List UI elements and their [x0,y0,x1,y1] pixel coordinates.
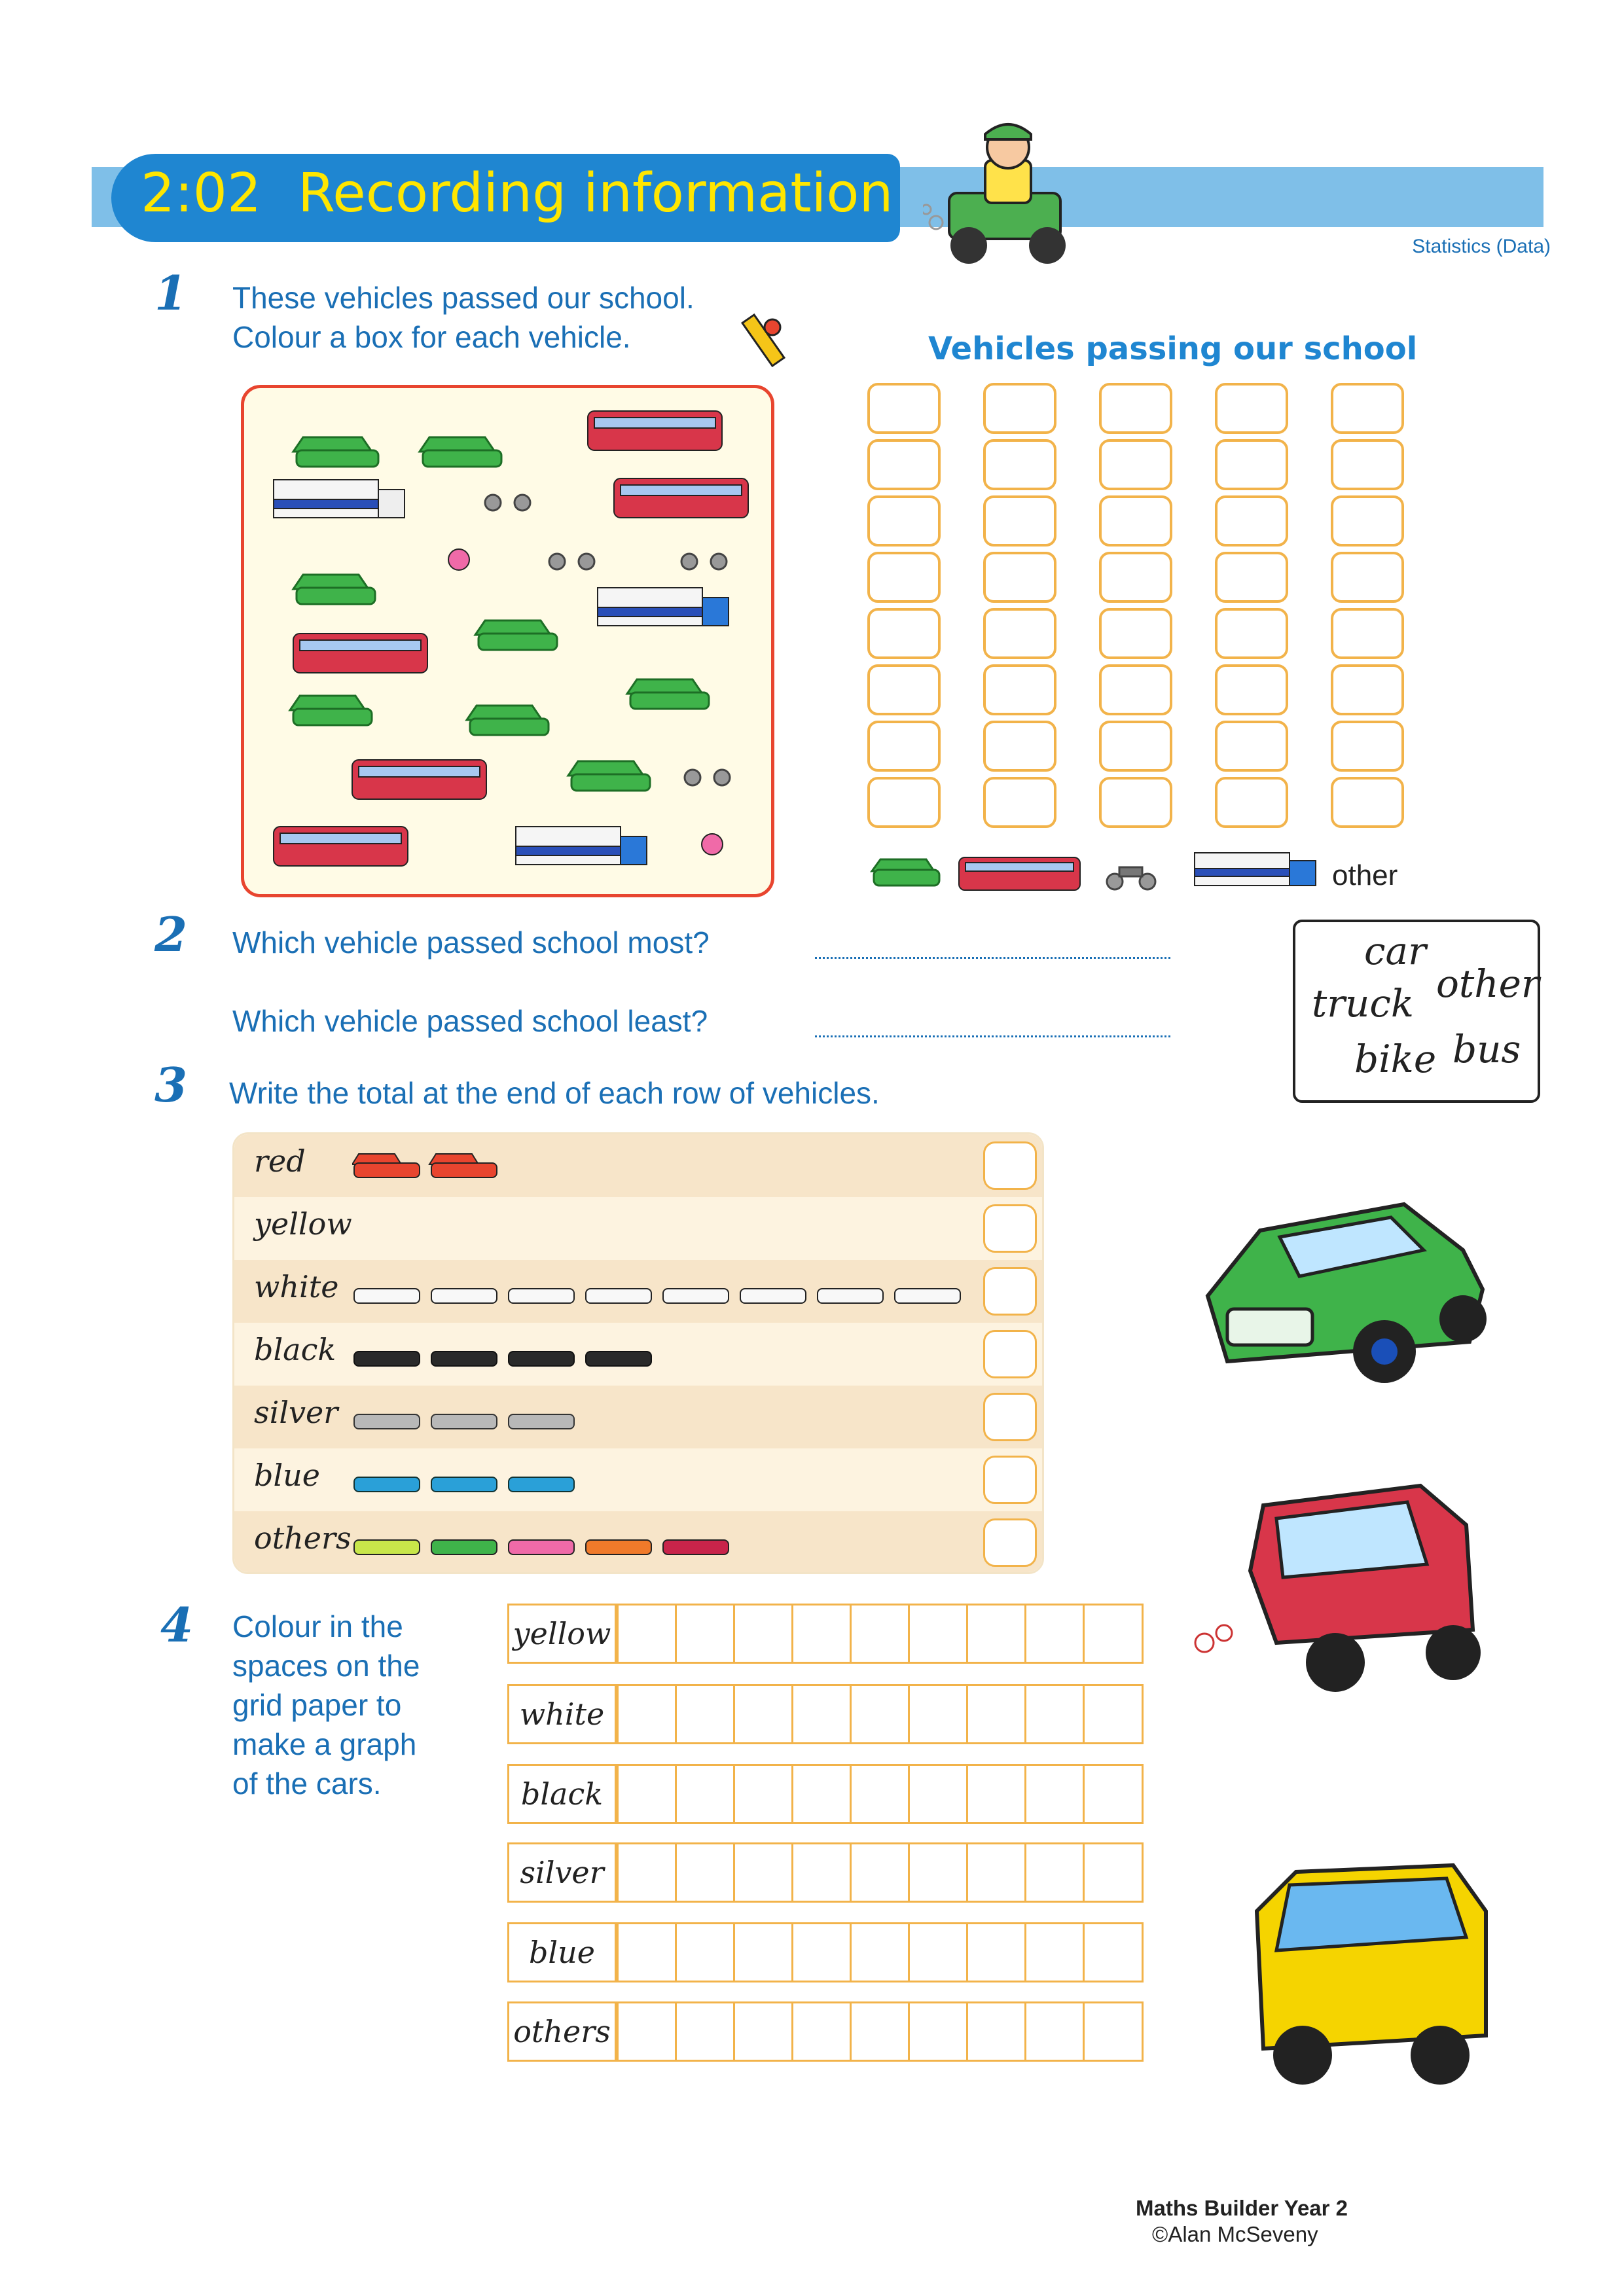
column-icons [867,848,1326,900]
blue-cars [352,1463,679,1499]
row-label: black [254,1332,336,1367]
colour-rows-table [232,1132,1044,1574]
tally-cell[interactable] [1099,608,1172,659]
graph-cell[interactable] [1024,2003,1083,2060]
tally-cell[interactable] [1215,495,1288,547]
graph-cell[interactable] [966,1844,1024,1901]
graph-cell[interactable] [850,2003,908,2060]
row-label: blue [254,1458,321,1493]
q4-line-2: spaces on the [232,1649,420,1683]
tally-cell[interactable] [1331,608,1404,659]
word-bank-item: car [1364,929,1426,973]
go-kart-boy-illustration [923,115,1100,272]
word-bank-item: bike [1354,1037,1437,1081]
white-cars [352,1274,1007,1310]
tally-cell[interactable] [1215,721,1288,772]
graph-cell[interactable] [733,1924,791,1981]
tally-grid [867,383,1424,841]
tally-cell[interactable] [1331,777,1404,828]
tally-cell[interactable] [1099,664,1172,715]
graph-row [507,1842,1144,1903]
graph-row-label: blue [509,1924,617,1981]
tally-cell[interactable] [867,495,941,547]
graph-cell[interactable] [791,2003,850,2060]
car-icon [872,859,939,886]
row-label: others [254,1520,352,1556]
pencil-icon [736,308,795,380]
graph-row [507,2001,1144,2062]
tally-cell[interactable] [1099,383,1172,434]
graph-cell[interactable] [617,1605,675,1662]
red-car-illustration [1178,1466,1506,1695]
graph-cell[interactable] [675,1844,733,1901]
graph-row-label: white [509,1686,617,1742]
tally-cell[interactable] [1331,721,1404,772]
tally-cell[interactable] [1099,552,1172,603]
graph-cell[interactable] [1083,2003,1141,2060]
yellow-van-illustration [1218,1852,1506,2108]
other-cars [352,1526,778,1562]
q3-instruction: Write the total at the end of each row of vehicles. [229,1076,880,1110]
row-total-box[interactable] [983,1267,1037,1316]
black-cars [352,1337,745,1373]
graph-cell[interactable] [966,1605,1024,1662]
graph-row-label: yellow [509,1605,617,1662]
row-label: yellow [254,1206,352,1242]
q4-line-3: grid paper to [232,1688,402,1722]
graph-cell[interactable] [908,1924,966,1981]
strand-label: Statistics (Data) [1412,236,1551,257]
graph-cell[interactable] [1083,1924,1141,1981]
graph-cell[interactable] [1083,1844,1141,1901]
word-bank-item: truck [1312,981,1415,1026]
word-bank [1293,920,1540,1103]
tally-cell[interactable] [1215,608,1288,659]
graph-cell[interactable] [675,1605,733,1662]
tally-cell[interactable] [1215,439,1288,490]
graph-cell[interactable] [733,1605,791,1662]
graph-cell[interactable] [1024,1686,1083,1742]
graph-cell[interactable] [1024,1605,1083,1662]
graph-cell[interactable] [675,1766,733,1822]
tally-cell[interactable] [983,552,1056,603]
graph-cell[interactable] [675,2003,733,2060]
graph-cell[interactable] [791,1605,850,1662]
tally-cell[interactable] [867,383,941,434]
question-2-number: 2 [154,906,188,962]
footer-book-title: Maths Builder Year 2 [1136,2196,1348,2220]
row-label: white [254,1269,339,1304]
section-number: 2:02 [141,162,262,224]
tally-cell[interactable] [983,777,1056,828]
tally-cell[interactable] [1099,777,1172,828]
question-1-number: 1 [154,265,188,321]
row-total-box[interactable] [983,1330,1037,1378]
table-row [234,1511,1042,1574]
question-4-number: 4 [160,1597,194,1653]
tally-cell[interactable] [1099,495,1172,547]
truck-icon [1195,853,1316,886]
row-label: silver [254,1395,338,1430]
q4-line-5: of the cars. [232,1767,382,1801]
graph-cell[interactable] [617,1766,675,1822]
table-row [234,1323,1042,1386]
word-bank-item: other [1436,961,1540,1006]
table-row [234,1260,1042,1323]
tally-cell[interactable] [983,439,1056,490]
graph-cell[interactable] [617,1844,675,1901]
graph-cell[interactable] [850,1924,908,1981]
row-total-box[interactable] [983,1518,1037,1567]
tally-cell[interactable] [983,664,1056,715]
graph-cell[interactable] [791,1686,850,1742]
table-row [234,1386,1042,1448]
scene-vehicles [244,388,771,894]
tally-cell[interactable] [867,721,941,772]
graph-cell[interactable] [1024,1844,1083,1901]
row-total-box[interactable] [983,1204,1037,1253]
tally-cell[interactable] [867,664,941,715]
tally-cell[interactable] [867,608,941,659]
graph-row-label: black [509,1766,617,1822]
graph-row [507,1922,1144,1982]
graph-cell[interactable] [966,1766,1024,1822]
graph-cell[interactable] [617,1924,675,1981]
graph-cell[interactable] [1024,1924,1083,1981]
graph-row [507,1684,1144,1744]
motorbike-icon [1107,867,1155,889]
green-car-illustration [1188,1178,1502,1394]
bus-icon [959,857,1080,890]
tally-cell[interactable] [1215,383,1288,434]
tally-cell[interactable] [1215,777,1288,828]
graph-cell[interactable] [1024,1766,1083,1822]
tally-cell[interactable] [867,439,941,490]
graph-row [507,1604,1144,1664]
page-title: Recording information [298,162,893,224]
tally-cell[interactable] [983,721,1056,772]
q1-line-1: These vehicles passed our school. [232,281,695,315]
table-row [234,1134,1042,1197]
row-total-box[interactable] [983,1393,1037,1441]
tally-cell[interactable] [867,552,941,603]
graph-cell[interactable] [791,1844,850,1901]
q2-least-answer-line[interactable] [815,1035,1170,1037]
graph-cell[interactable] [908,2003,966,2060]
graph-cell[interactable] [908,1844,966,1901]
graph-cell[interactable] [791,1766,850,1822]
q2-most-answer-line[interactable] [815,957,1170,959]
tally-cell[interactable] [1099,721,1172,772]
graph-cell[interactable] [733,1766,791,1822]
graph-cell[interactable] [850,1686,908,1742]
q4-line-1: Colour in the [232,1609,403,1643]
graph-cell[interactable] [908,1766,966,1822]
graph-cell[interactable] [617,1686,675,1742]
graph-cell[interactable] [1083,1605,1141,1662]
tally-cell[interactable] [1331,439,1404,490]
q1-line-2: Colour a box for each vehicle. [232,320,631,354]
tally-cell[interactable] [1331,383,1404,434]
silver-cars [352,1400,679,1436]
tally-cell[interactable] [867,777,941,828]
graph-cell[interactable] [733,1844,791,1901]
tally-cell[interactable] [983,383,1056,434]
red-cars [352,1149,941,1185]
graph-row-label: silver [509,1844,617,1901]
tally-cell[interactable] [983,608,1056,659]
word-bank-item: bus [1453,1027,1521,1071]
graph-row [507,1764,1144,1824]
tally-cell[interactable] [1215,552,1288,603]
graph-cell[interactable] [908,1605,966,1662]
table-row [234,1448,1042,1511]
row-total-box[interactable] [983,1141,1037,1190]
tally-cell[interactable] [983,495,1056,547]
graph-cell[interactable] [733,2003,791,2060]
q4-line-4: make a graph [232,1727,417,1761]
footer-copyright: ©Alan McSeveny [1152,2222,1318,2246]
graph-cell[interactable] [850,1766,908,1822]
graph-cell[interactable] [966,1924,1024,1981]
graph-row-label: others [509,2003,617,2060]
tally-cell[interactable] [1331,552,1404,603]
graph-cell[interactable] [791,1924,850,1981]
tally-cell[interactable] [1215,664,1288,715]
row-total-box[interactable] [983,1456,1037,1504]
graph-cell[interactable] [966,1686,1024,1742]
q2-most-question: Which vehicle passed school most? [232,925,710,960]
graph-cell[interactable] [675,1924,733,1981]
tally-cell[interactable] [1331,495,1404,547]
row-label: red [254,1143,306,1179]
chart-title: Vehicles passing our school [928,331,1418,367]
graph-cell[interactable] [1083,1686,1141,1742]
table-row [234,1197,1042,1260]
graph-cell[interactable] [617,2003,675,2060]
graph-cell[interactable] [850,1605,908,1662]
graph-cell[interactable] [850,1844,908,1901]
graph-cell[interactable] [908,1686,966,1742]
question-3-number: 3 [154,1057,188,1113]
column-other-label: other [1332,859,1398,891]
graph-cell[interactable] [966,2003,1024,2060]
vehicle-scene [241,385,774,897]
graph-cell[interactable] [1083,1766,1141,1822]
tally-cell[interactable] [1331,664,1404,715]
tally-cell[interactable] [1099,439,1172,490]
graph-cell[interactable] [675,1686,733,1742]
graph-cell[interactable] [733,1686,791,1742]
q2-least-question: Which vehicle passed school least? [232,1004,708,1038]
